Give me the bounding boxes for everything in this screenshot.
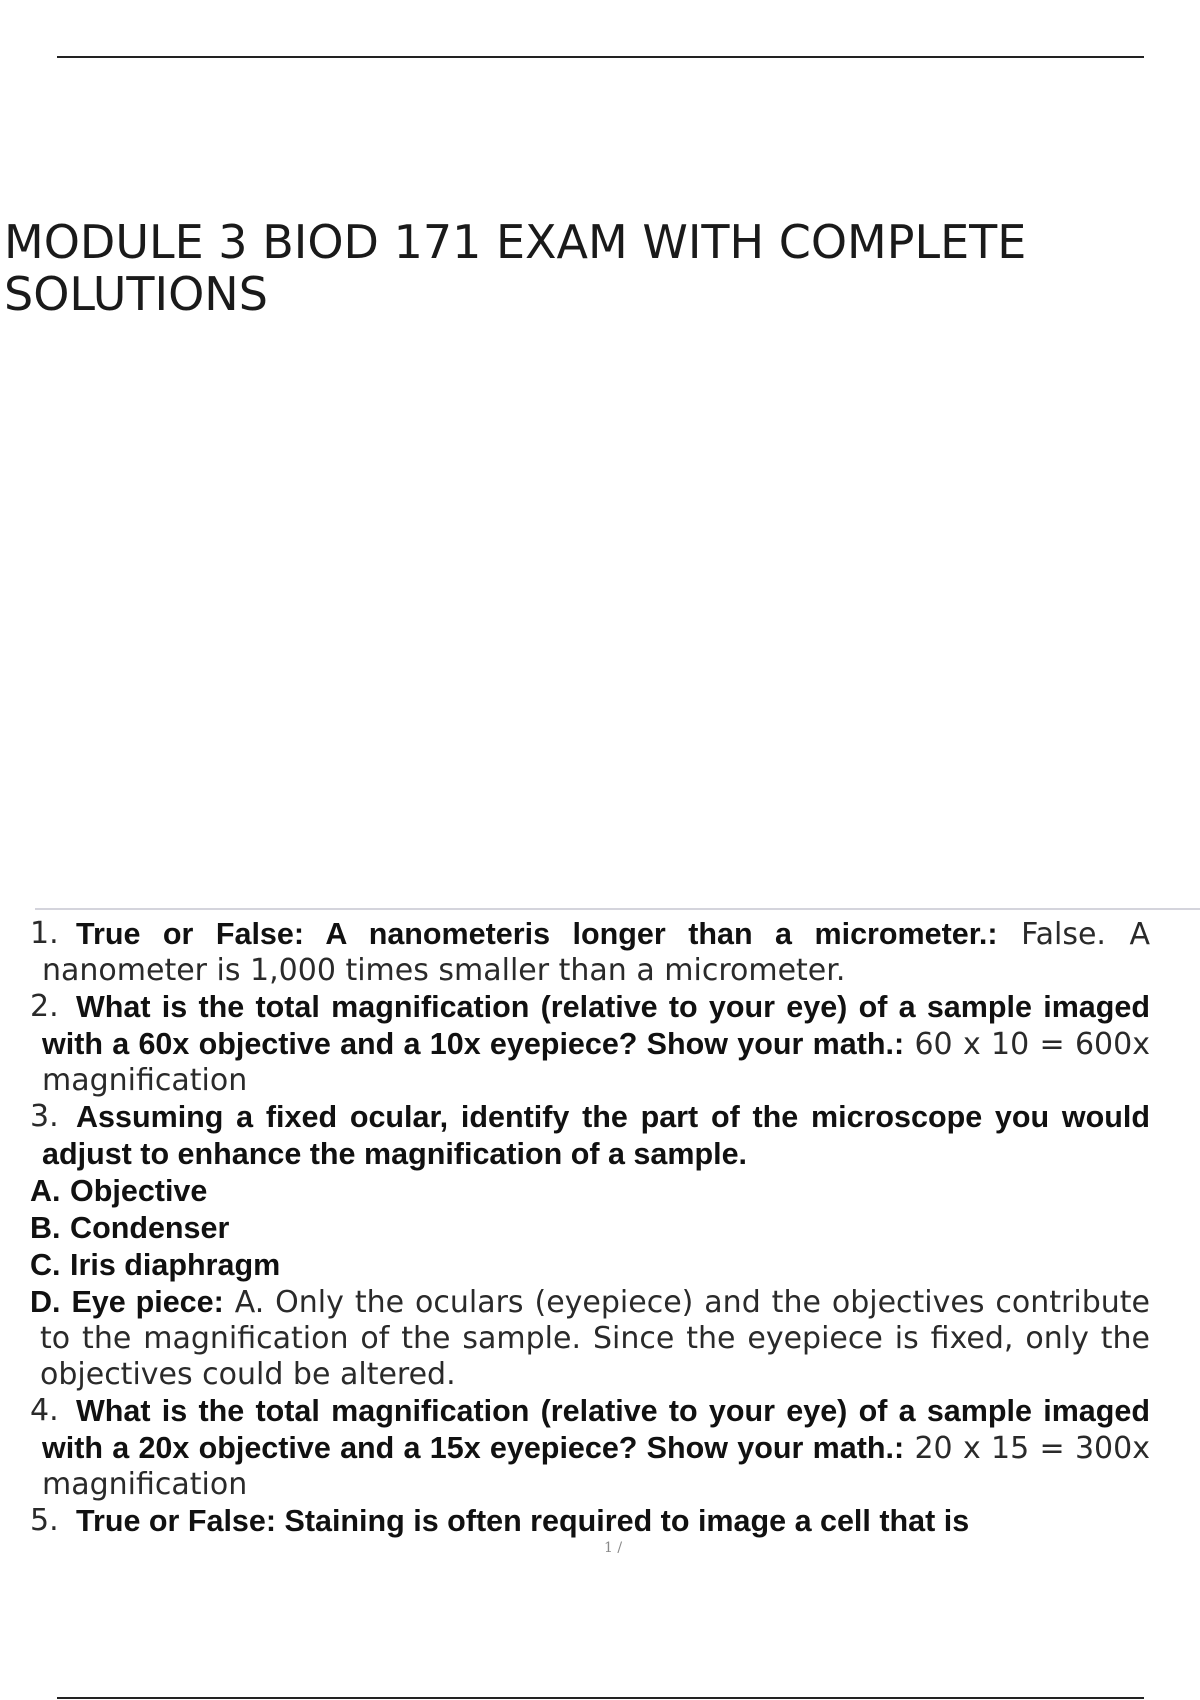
question-item-1 bbox=[30, 916, 1150, 989]
question-text: What is the total magnification (relative to your eye) of a sample imaged with a 60x objective and a 10x eyepiece? Show your math.: bbox=[42, 990, 1150, 1061]
option-c bbox=[30, 1247, 1150, 1284]
option-letter: B. bbox=[30, 1211, 61, 1245]
answer-text: A. Only the oculars (eyepiece) and the objectives contribute to the magnification of the sample. Since the eyepiece is fixed, only the objectives could be altered. bbox=[40, 1285, 1150, 1392]
question-item-2 bbox=[30, 989, 1150, 1099]
answer-text: 20 x 15 = 300x magnification bbox=[42, 1431, 1150, 1502]
option-text: Iris diaphragm bbox=[70, 1248, 281, 1282]
question-number: 2. bbox=[30, 989, 59, 1024]
question-number: 3. bbox=[30, 1099, 59, 1134]
option-letter: D. bbox=[30, 1285, 61, 1319]
question-text: True or False: A nanometeris longer than a micrometer.: bbox=[76, 917, 998, 951]
question-item-3 bbox=[30, 1099, 1150, 1173]
top-rule bbox=[57, 56, 1144, 58]
question-item-5 bbox=[30, 1503, 1150, 1540]
question-number: 1. bbox=[30, 916, 59, 951]
option-text: Condenser bbox=[70, 1211, 230, 1245]
question-number: 4. bbox=[30, 1393, 59, 1428]
option-text: Objective bbox=[70, 1174, 208, 1208]
option-d bbox=[30, 1284, 1150, 1393]
option-a bbox=[30, 1173, 1150, 1210]
page-number: 1 / bbox=[604, 1540, 623, 1556]
option-b bbox=[30, 1210, 1150, 1247]
option-letter: C. bbox=[30, 1248, 61, 1282]
option-letter: A. bbox=[30, 1174, 61, 1208]
question-list bbox=[30, 916, 1150, 1540]
bottom-rule bbox=[57, 1697, 1144, 1699]
answer-text: 60 x 10 = 600x magnification bbox=[42, 1027, 1150, 1098]
question-item-4 bbox=[30, 1393, 1150, 1503]
question-text: Assuming a fixed ocular, identify the part of the microscope you would adjust to enhance the magnification of a sample. bbox=[42, 1100, 1150, 1171]
question-number: 5. bbox=[30, 1503, 59, 1538]
option-text: Eye piece: bbox=[71, 1285, 224, 1319]
question-text: True or False: Staining is often required to image a cell that is bbox=[76, 1504, 970, 1538]
answer-text: False. A nanometer is 1,000 times smaller than a micrometer. bbox=[42, 917, 1151, 988]
section-divider bbox=[35, 908, 1200, 910]
document-title: MODULE 3 BIOD 171 EXAM WITH COMPLETE SOLUTIONS bbox=[4, 215, 1027, 321]
question-text: What is the total magnification (relative to your eye) of a sample imaged with a 20x objective and a 15x eyepiece? Show your math.: bbox=[42, 1394, 1150, 1465]
